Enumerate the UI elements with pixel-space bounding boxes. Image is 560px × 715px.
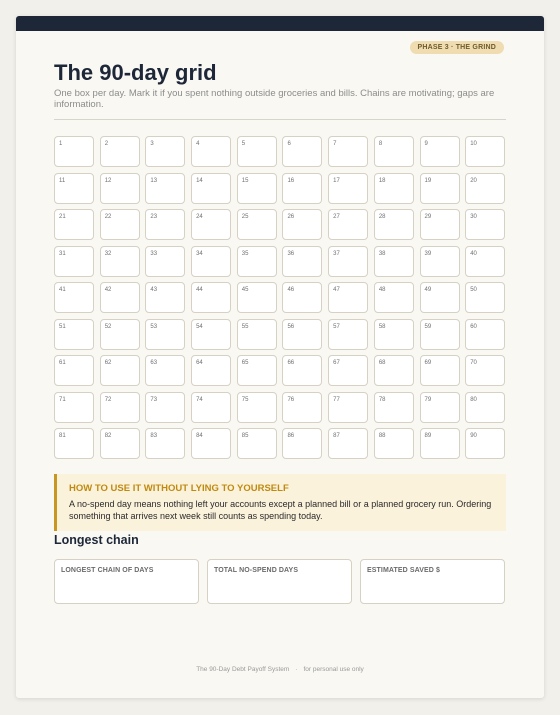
day-box[interactable]	[465, 355, 505, 386]
day-box[interactable]	[328, 173, 368, 204]
day-number: 44	[196, 287, 203, 293]
day-box[interactable]	[374, 392, 414, 423]
day-number: 21	[59, 214, 66, 220]
day-number: 47	[333, 287, 340, 293]
day-box[interactable]	[420, 209, 460, 240]
day-box[interactable]	[100, 355, 140, 386]
day-box[interactable]	[282, 319, 322, 350]
day-box[interactable]	[54, 209, 94, 240]
day-number: 7	[333, 141, 337, 147]
day-box[interactable]	[328, 319, 368, 350]
day-box[interactable]	[54, 282, 94, 313]
day-box[interactable]	[237, 428, 277, 459]
day-number: 11	[59, 177, 66, 184]
day-number: 90	[470, 433, 477, 439]
day-box[interactable]	[282, 246, 322, 277]
day-number: 74	[196, 396, 203, 403]
usage-callout	[54, 474, 506, 531]
day-number: 84	[196, 433, 203, 439]
day-box[interactable]	[420, 319, 460, 350]
day-box[interactable]	[374, 282, 414, 313]
day-number: 10	[470, 141, 477, 147]
day-number: 73	[150, 396, 158, 403]
day-box[interactable]	[100, 392, 140, 423]
day-box[interactable]	[100, 136, 140, 167]
day-number: 12	[104, 177, 112, 184]
worksheet-page	[16, 16, 544, 698]
day-box[interactable]	[191, 246, 231, 277]
day-box[interactable]	[191, 319, 231, 350]
day-number: 36	[287, 250, 295, 257]
day-number: 78	[378, 396, 386, 403]
day-number: 69	[424, 360, 432, 366]
day-box[interactable]	[465, 246, 505, 277]
day-number: 72	[104, 396, 112, 403]
footer	[16, 666, 544, 673]
day-box[interactable]	[100, 282, 140, 313]
day-box[interactable]	[237, 282, 277, 313]
day-box[interactable]	[191, 209, 231, 240]
day-box[interactable]	[237, 319, 277, 350]
estimated-saved-box[interactable]	[360, 559, 505, 604]
day-number: 30	[470, 214, 477, 220]
day-box[interactable]	[282, 209, 322, 240]
day-box[interactable]	[100, 319, 140, 350]
longest-chain-heading: Longest chain	[54, 533, 139, 547]
day-box[interactable]	[54, 319, 94, 350]
day-number: 55	[241, 323, 249, 330]
day-box[interactable]	[374, 428, 414, 459]
day-number: 17	[333, 177, 340, 184]
day-number: 80	[470, 396, 477, 403]
day-number: 79	[424, 396, 432, 403]
day-box[interactable]	[374, 209, 414, 240]
day-box[interactable]	[145, 319, 185, 350]
callout-title: HOW TO USE IT WITHOUT LYING TO YOURSELF	[69, 483, 289, 494]
day-box[interactable]	[328, 392, 368, 423]
day-box[interactable]	[145, 246, 185, 277]
callout-text: A no-spend day means nothing left your accounts except a planned bill or a planned grocery run. Ordering something that arrives next week still counts as spending today.	[69, 499, 492, 521]
day-box[interactable]	[465, 209, 505, 240]
day-box[interactable]	[54, 246, 94, 277]
day-number: 83	[150, 433, 158, 439]
day-number: 18	[378, 177, 386, 184]
day-box[interactable]	[465, 428, 505, 459]
day-box[interactable]	[420, 246, 460, 277]
day-number: 8	[378, 141, 383, 147]
day-number: 45	[241, 287, 249, 293]
day-box[interactable]	[191, 355, 231, 386]
day-box[interactable]	[374, 355, 414, 386]
day-number: 14	[196, 177, 203, 184]
day-box[interactable]	[465, 319, 505, 350]
day-number: 5	[241, 141, 246, 147]
day-box[interactable]	[237, 173, 277, 204]
footer-separator: ·	[295, 666, 298, 673]
page-title: The 90-day grid	[54, 60, 217, 85]
day-number: 56	[287, 323, 295, 330]
day-box[interactable]	[282, 136, 322, 167]
day-number: 51	[59, 323, 66, 330]
day-number: 19	[424, 177, 432, 184]
total-no-spend-box[interactable]	[207, 559, 352, 604]
day-box[interactable]	[420, 428, 460, 459]
day-box[interactable]	[237, 355, 277, 386]
day-box[interactable]	[420, 282, 460, 313]
day-number: 86	[287, 433, 295, 439]
day-number: 57	[333, 323, 340, 330]
day-number: 64	[196, 360, 203, 366]
day-number: 75	[241, 396, 249, 403]
day-box[interactable]	[328, 282, 368, 313]
day-number: 70	[470, 360, 477, 366]
day-number: 68	[378, 360, 386, 366]
day-number: 71	[59, 396, 66, 403]
day-number: 87	[333, 433, 340, 439]
day-number: 63	[150, 360, 158, 366]
day-number: 62	[104, 360, 112, 366]
day-number: 48	[378, 287, 386, 293]
day-number: 9	[424, 141, 428, 147]
header-bar	[16, 16, 544, 31]
day-number: 76	[287, 396, 295, 403]
day-number: 41	[59, 287, 66, 293]
day-number: 28	[378, 214, 386, 220]
day-number: 43	[150, 287, 158, 293]
day-box[interactable]	[237, 209, 277, 240]
day-box[interactable]	[54, 355, 94, 386]
day-box[interactable]	[328, 428, 368, 459]
day-number: 34	[196, 250, 203, 257]
day-number: 39	[424, 250, 432, 257]
day-box[interactable]	[282, 355, 322, 386]
day-number: 52	[104, 323, 112, 330]
day-number: 46	[287, 287, 295, 293]
day-number: 31	[59, 250, 66, 257]
day-box[interactable]	[145, 392, 185, 423]
day-box[interactable]	[465, 173, 505, 204]
day-box[interactable]	[191, 282, 231, 313]
footer-title: The 90-Day Debt Payoff System	[196, 666, 290, 673]
day-number: 59	[424, 323, 432, 330]
day-number: 53	[150, 323, 158, 330]
day-box[interactable]	[100, 209, 140, 240]
day-box[interactable]	[191, 173, 231, 204]
day-number: 15	[241, 177, 249, 184]
day-number: 2	[104, 141, 109, 147]
day-box[interactable]	[237, 392, 277, 423]
day-number: 37	[333, 250, 340, 257]
day-box[interactable]	[465, 282, 505, 313]
day-number: 81	[59, 433, 66, 439]
day-number: 38	[378, 250, 386, 257]
day-box[interactable]	[237, 136, 277, 167]
day-box[interactable]	[282, 173, 322, 204]
day-box[interactable]	[100, 246, 140, 277]
stat-label: ESTIMATED SAVED $	[367, 567, 441, 574]
phase-badge: PHASE 3 · THE GRIND	[410, 41, 504, 54]
day-box[interactable]	[54, 392, 94, 423]
day-number: 13	[150, 177, 158, 184]
day-box[interactable]	[191, 136, 231, 167]
day-box[interactable]	[328, 209, 368, 240]
day-number: 88	[378, 433, 386, 439]
day-number: 6	[287, 141, 291, 147]
day-number: 35	[241, 250, 249, 257]
day-box[interactable]	[420, 136, 460, 167]
day-box[interactable]	[282, 392, 322, 423]
day-number: 49	[424, 287, 432, 293]
day-number: 61	[59, 360, 66, 366]
page-subtitle: One box per day. Mark it if you spent nothing outside groceries and bills. Chains are motivating; gaps are information.	[54, 88, 495, 110]
day-box[interactable]	[328, 136, 368, 167]
day-box[interactable]	[465, 136, 505, 167]
day-number: 27	[333, 214, 340, 220]
day-number: 77	[333, 396, 340, 403]
day-box[interactable]	[282, 282, 322, 313]
day-number: 22	[104, 214, 112, 220]
day-box[interactable]	[420, 392, 460, 423]
day-box[interactable]	[191, 392, 231, 423]
day-box[interactable]	[328, 246, 368, 277]
stat-label: TOTAL NO-SPEND DAYS	[214, 567, 299, 574]
day-box[interactable]	[100, 428, 140, 459]
day-box[interactable]	[374, 319, 414, 350]
day-number: 50	[470, 287, 477, 293]
day-number: 60	[470, 323, 477, 330]
chain-stats	[54, 559, 505, 604]
footer-note: for personal use only	[303, 666, 364, 673]
day-number: 65	[241, 360, 249, 366]
day-box[interactable]	[237, 246, 277, 277]
day-number: 23	[150, 214, 158, 220]
day-number: 85	[241, 433, 249, 439]
day-number: 58	[378, 323, 386, 330]
day-number: 3	[150, 141, 154, 147]
day-box[interactable]	[145, 173, 185, 204]
day-number: 67	[333, 360, 340, 366]
day-grid	[54, 136, 505, 459]
day-number: 82	[104, 433, 112, 439]
day-box[interactable]	[465, 392, 505, 423]
day-number: 33	[150, 250, 158, 257]
day-number: 42	[104, 287, 112, 293]
day-number: 4	[196, 141, 200, 147]
day-number: 16	[287, 177, 295, 184]
day-number: 40	[470, 250, 477, 257]
stat-label: LONGEST CHAIN OF DAYS	[61, 567, 154, 574]
day-box[interactable]	[374, 173, 414, 204]
day-box[interactable]	[145, 282, 185, 313]
day-number: 25	[241, 214, 249, 220]
day-number: 54	[196, 323, 203, 330]
day-number: 26	[287, 214, 295, 220]
day-number: 29	[424, 214, 432, 220]
day-box[interactable]	[54, 173, 94, 204]
day-number: 20	[470, 177, 477, 184]
day-box[interactable]	[374, 246, 414, 277]
day-number: 24	[196, 214, 203, 220]
day-number: 89	[424, 433, 432, 439]
divider	[54, 119, 506, 120]
day-box[interactable]	[191, 428, 231, 459]
day-box[interactable]	[145, 428, 185, 459]
day-number: 32	[104, 250, 112, 257]
day-box[interactable]	[100, 173, 140, 204]
day-number: 1	[59, 141, 63, 147]
day-box[interactable]	[328, 355, 368, 386]
day-box[interactable]	[145, 209, 185, 240]
day-box[interactable]	[145, 136, 185, 167]
day-box[interactable]	[374, 136, 414, 167]
day-box[interactable]	[420, 355, 460, 386]
day-box[interactable]	[54, 136, 94, 167]
day-box[interactable]	[282, 428, 322, 459]
day-box[interactable]	[54, 428, 94, 459]
day-box[interactable]	[420, 173, 460, 204]
longest-chain-box[interactable]	[54, 559, 199, 604]
day-box[interactable]	[145, 355, 185, 386]
day-number: 66	[287, 360, 295, 366]
